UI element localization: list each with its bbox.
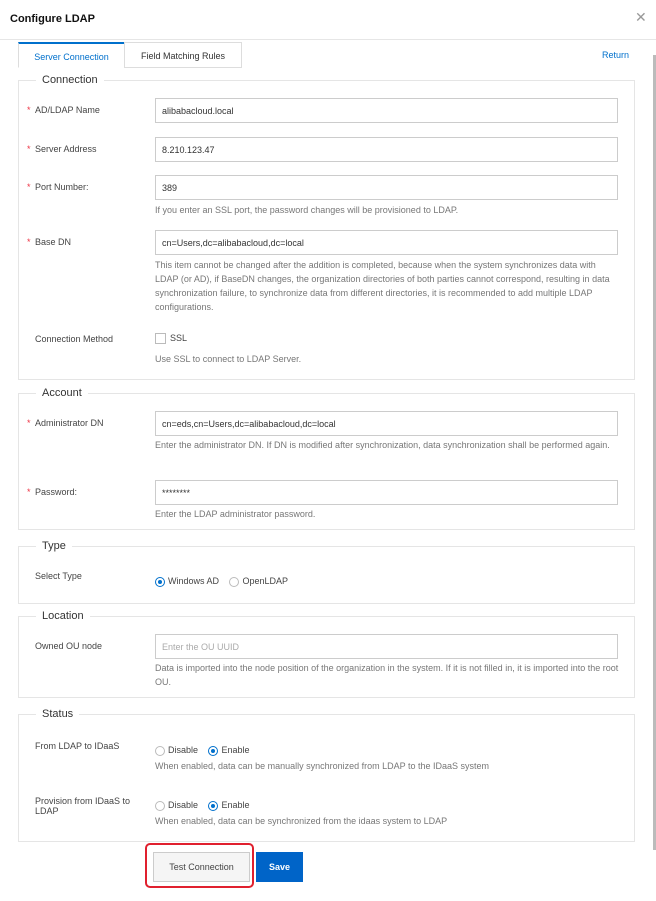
connection-method-label: Connection Method xyxy=(35,334,114,344)
return-link[interactable]: Return xyxy=(602,50,630,60)
account-legend: Account xyxy=(36,387,88,399)
ou-uuid-input[interactable] xyxy=(155,634,618,659)
radio-button[interactable] xyxy=(208,801,218,811)
required-mark: * xyxy=(27,237,31,247)
ldap-name-input[interactable] xyxy=(155,98,618,123)
divider xyxy=(0,39,656,40)
radio-disable[interactable] xyxy=(155,800,198,810)
admin-dn-help: Enter the administrator DN. If DN is modified after synchronization, data synchronization shall be performed again. xyxy=(155,440,610,450)
provision-label: Provision from IDaaS to LDAP xyxy=(35,796,131,816)
radio-label: OpenLDAP xyxy=(242,576,289,586)
radio-disable[interactable] xyxy=(155,745,198,755)
required-mark: * xyxy=(27,144,31,154)
close-icon[interactable]: ✕ xyxy=(635,9,647,25)
radio-label: Disable xyxy=(168,800,199,810)
radio-openldap[interactable] xyxy=(229,576,288,586)
required-mark: * xyxy=(27,487,31,497)
port-label: Port Number: xyxy=(35,182,89,192)
save-button[interactable]: Save xyxy=(256,852,303,882)
radio-label: Enable xyxy=(221,800,250,810)
select-type-label: Select Type xyxy=(35,571,82,581)
radio-label: Disable xyxy=(168,745,199,755)
provision-radio-group xyxy=(155,795,256,813)
ssl-help: Use SSL to connect to LDAP Server. xyxy=(155,354,302,364)
radio-button[interactable] xyxy=(155,746,165,756)
admin-dn-input[interactable] xyxy=(155,411,618,436)
required-mark: * xyxy=(27,182,31,192)
base-dn-label: Base DN xyxy=(35,237,72,247)
from-ldap-help: When enabled, data can be manually synchronized from LDAP to the IDaaS system xyxy=(155,761,490,771)
radio-label: Windows AD xyxy=(168,576,220,586)
status-legend: Status xyxy=(36,708,79,720)
base-dn-help: This item cannot be changed after the addition is completed, because when the system synchronizes data with LDAP (or AD), if BaseDN changes, the organization directories of both parties cannot correspond, resulting in data synchronization failure, to synchronize data from different directories, it is recommended to add multiple LDAP configurations. xyxy=(155,260,610,312)
ssl-checkbox[interactable] xyxy=(155,333,187,344)
required-mark: * xyxy=(27,105,31,115)
ou-node-label: Owned OU node xyxy=(35,641,103,651)
type-radio-group xyxy=(155,571,294,589)
required-mark: * xyxy=(27,418,31,428)
password-help: Enter the LDAP administrator password. xyxy=(155,509,316,519)
checkbox-box[interactable] xyxy=(155,333,166,344)
ou-help: Data is imported into the node position of the organization in the system. If it is not filled in, it is imported into the root OU. xyxy=(155,663,619,687)
port-help: If you enter an SSL port, the password changes will be provisioned to LDAP. xyxy=(155,205,459,215)
from-ldap-label: From LDAP to IDaaS xyxy=(35,741,120,751)
radio-button[interactable] xyxy=(155,577,165,587)
from-ldap-radio-group xyxy=(155,740,256,758)
server-address-input[interactable] xyxy=(155,137,618,162)
radio-enable[interactable] xyxy=(208,800,249,810)
type-legend: Type xyxy=(36,540,72,552)
test-connection-button[interactable]: Test Connection xyxy=(153,852,250,882)
password-label: Password: xyxy=(35,487,78,497)
ldap-name-label: AD/LDAP Name xyxy=(35,105,100,115)
admin-dn-label: Administrator DN xyxy=(35,418,104,428)
radio-button[interactable] xyxy=(229,577,239,587)
location-legend: Location xyxy=(36,610,90,622)
connection-legend: Connection xyxy=(36,74,104,86)
password-input[interactable] xyxy=(155,480,618,505)
tab-field-matching-rules[interactable]: Field Matching Rules xyxy=(124,42,242,68)
radio-button[interactable] xyxy=(208,746,218,756)
provision-help: When enabled, data can be synchronized from the idaas system to LDAP xyxy=(155,816,448,826)
port-input[interactable] xyxy=(155,175,618,200)
radio-enable[interactable] xyxy=(208,745,249,755)
tab-server-connection[interactable]: Server Connection xyxy=(18,42,125,68)
radio-label: Enable xyxy=(221,745,250,755)
dialog-title: Configure LDAP xyxy=(10,13,95,25)
radio-button[interactable] xyxy=(155,801,165,811)
base-dn-input[interactable] xyxy=(155,230,618,255)
ssl-label: SSL xyxy=(170,333,188,343)
server-address-label: Server Address xyxy=(35,144,97,154)
radio-windows-ad[interactable] xyxy=(155,576,219,586)
